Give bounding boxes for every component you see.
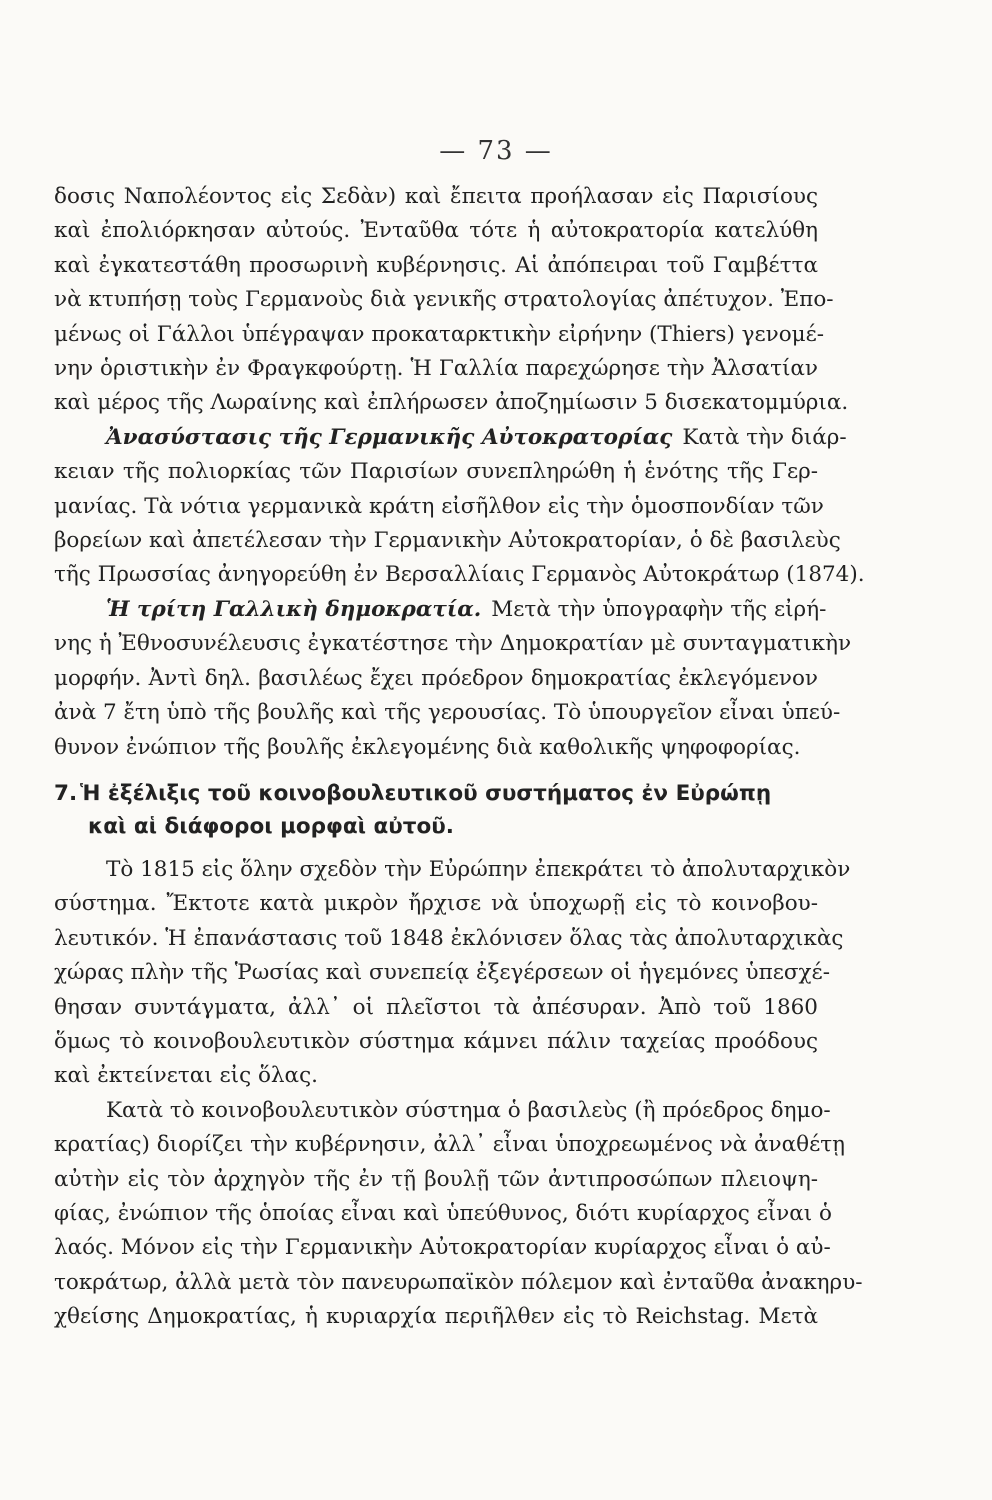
text-line: τοκράτωρ, ἀλλὰ μετὰ τὸν πανευρωπαϊκὸν πόλεμον καὶ ἐνταῦθα ἀνακηρυ- bbox=[54, 1269, 863, 1295]
text-line: Κατὰ τὸ κοινοβουλευτικὸν σύστημα ὁ βασιλεὺς (ἢ πρόεδρος δημο- bbox=[106, 1097, 831, 1123]
text-run: Μετὰ τὴν ὑπογραφὴν τῆς εἰρή- bbox=[491, 596, 827, 622]
section-number: 7. bbox=[54, 780, 78, 806]
section-title-line: καὶ αἱ διάφοροι μορφαὶ αὐτοῦ. bbox=[88, 813, 454, 839]
section-title: Ἡ ἐξέλιξις τοῦ κοινοβουλευτικοῦ συστήματος ἐν Εὐρώπῃ bbox=[80, 780, 772, 806]
text-line: χθείσης Δημοκρατίας, ἡ κυριαρχία περιῆλθεν εἰς τὸ Reichstag. Μετὰ bbox=[54, 1304, 818, 1330]
text-line bbox=[54, 421, 847, 455]
body-text bbox=[54, 180, 865, 1335]
text-line: λευτικόν. Ἡ ἐπανάστασις τοῦ 1848 ἐκλόνισεν ὅλας τὰς ἀπολυταρχικὰς bbox=[54, 925, 844, 951]
paragraph-franco-prussian-war bbox=[54, 180, 849, 421]
text-line: χώρας πλὴν τῆς Ῥωσίας καὶ συνεπείᾳ ἐξεγέρσεων οἱ ἡγεμόνες ὑπεσχέ- bbox=[54, 960, 830, 986]
paragraph-german-empire bbox=[54, 421, 865, 593]
text-line: κρατίας) διορίζει τὴν κυβέρνησιν, ἀλλ᾽ εἶναι ὑποχρεωμένος νὰ ἀναθέτῃ bbox=[54, 1132, 845, 1158]
text-line: νην ὁριστικὴν ἐν Φραγκφούρτῃ. Ἡ Γαλλία παρεχώρησε τὴν Ἀλσατίαν bbox=[54, 356, 818, 382]
text-line: τῆς Πρωσσίας ἀνηγορεύθη ἐν Βερσαλλίαις Γερμανὸς Αὐτοκράτωρ (1874). bbox=[54, 562, 865, 588]
text-run: Κατὰ τὴν διάρ- bbox=[682, 424, 847, 450]
text-line: καὶ μέρος τῆς Λωραίνης καὶ ἐπλήρωσεν ἀποζημίωσιν 5 δισεκατομμύρια. bbox=[54, 390, 849, 416]
section-heading bbox=[54, 777, 818, 843]
text-line: ἀνὰ 7 ἔτη ὑπὸ τῆς βουλῆς καὶ τῆς γερουσίας. Τὸ ὑπουργεῖον εἶναι ὑπεύ- bbox=[54, 700, 841, 726]
text-line: καὶ ἐπολιόρκησαν αὐτούς. Ἐνταῦθα τότε ἡ αὐτοκρατορία κατελύθη bbox=[54, 218, 818, 244]
paragraph-third-republic bbox=[54, 593, 852, 765]
text-line: θυνον ἐνώπιον τῆς βουλῆς ἐκλεγομένης διὰ καθολικῆς ψηφοφορίας. bbox=[54, 734, 801, 760]
text-line: νὰ κτυπήσῃ τοὺς Γερμανοὺς διὰ γενικῆς στρατολογίας ἀπέτυχον. Ἐπο- bbox=[54, 287, 834, 313]
text-line: καὶ ἐκτείνεται εἰς ὅλας. bbox=[54, 1063, 318, 1089]
text-line: σύστημα. Ἔκτοτε κατὰ μικρὸν ἤρχισε νὰ ὑποχωρῇ εἰς τὸ κοινοβου- bbox=[54, 891, 818, 917]
text-line: θησαν συντάγματα, ἀλλ᾽ οἱ πλεῖστοι τὰ ἀπέσυραν. Ἀπὸ τοῦ 1860 bbox=[54, 994, 818, 1020]
text-line: μανίας. Τὰ νότια γερμανικὰ κράτη εἰσῆλθον εἰς τὴν ὁμοσπονδίαν τῶν bbox=[54, 493, 824, 519]
text-line: λαός. Μόνον εἰς τὴν Γερμανικὴν Αὐτοκρατορίαν κυρίαρχος εἶναι ὁ αὐ- bbox=[54, 1235, 831, 1261]
page-number: — 73 — bbox=[439, 136, 553, 166]
text-line: μένως οἱ Γάλλοι ὑπέγραψαν προκαταρκτικὴν εἰρήνην (Thiers) γενομέ- bbox=[54, 321, 825, 347]
text-line: φίας, ἐνώπιον τῆς ὁποίας εἶναι καὶ ὑπεύθυνος, διότι κυρίαρχος εἶναι ὁ bbox=[54, 1200, 832, 1226]
text-line bbox=[54, 593, 827, 627]
text-line: νης ἡ Ἐθνοσυνέλευσις ἐγκατέστησε τὴν Δημοκρατίαν μὲ συνταγματικὴν bbox=[54, 631, 852, 657]
text-line: βορείων καὶ ἀπετέλεσαν τὴν Γερμανικὴν Αὐτοκρατορίαν, ὁ δὲ βασιλεὺς bbox=[54, 528, 841, 554]
spacer bbox=[54, 843, 818, 853]
section-title-line bbox=[54, 777, 818, 810]
text-line: αὐτὴν εἰς τὸν ἀρχηγὸν τῆς ἐν τῇ βουλῇ τῶν ἀντιπροσώπων πλειοψη- bbox=[54, 1166, 818, 1192]
text-line: ὅμως τὸ κοινοβουλευτικὸν σύστημα κάμνει πάλιν ταχείας προόδους bbox=[54, 1028, 818, 1054]
text-line: Τὸ 1815 εἰς ὅλην σχεδὸν τὴν Εὐρώπην ἐπεκράτει τὸ ἀπολυταρχικὸν bbox=[106, 856, 851, 882]
text-line: δοσις Ναπολέοντος εἰς Σεδὰν) καὶ ἔπειτα προήλασαν εἰς Παρισίους bbox=[54, 184, 818, 209]
text-line: μορφήν. Ἀντὶ δηλ. βασιλέως ἔχει πρόεδρον δημοκρατίας ἐκλεγόμενον bbox=[54, 665, 818, 691]
paragraph-parliamentary-spread bbox=[54, 853, 851, 1094]
run-in-heading: Ἡ τρίτη Γαλλικὴ δημοκρατία. bbox=[106, 596, 482, 622]
run-in-heading: Ἀνασύστασις τῆς Γερμανικῆς Αὐτοκρατορίας bbox=[106, 424, 673, 450]
text-line: κειαν τῆς πολιορκίας τῶν Παρισίων συνεπληρώθη ἡ ἑνότης τῆς Γερ- bbox=[54, 459, 818, 485]
text-line: καὶ ἐγκατεστάθη προσωρινὴ κυβέρνησις. Αἱ ἀπόπειραι τοῦ Γαμβέττα bbox=[54, 252, 818, 278]
paragraph-parliamentary-system bbox=[54, 1094, 863, 1335]
